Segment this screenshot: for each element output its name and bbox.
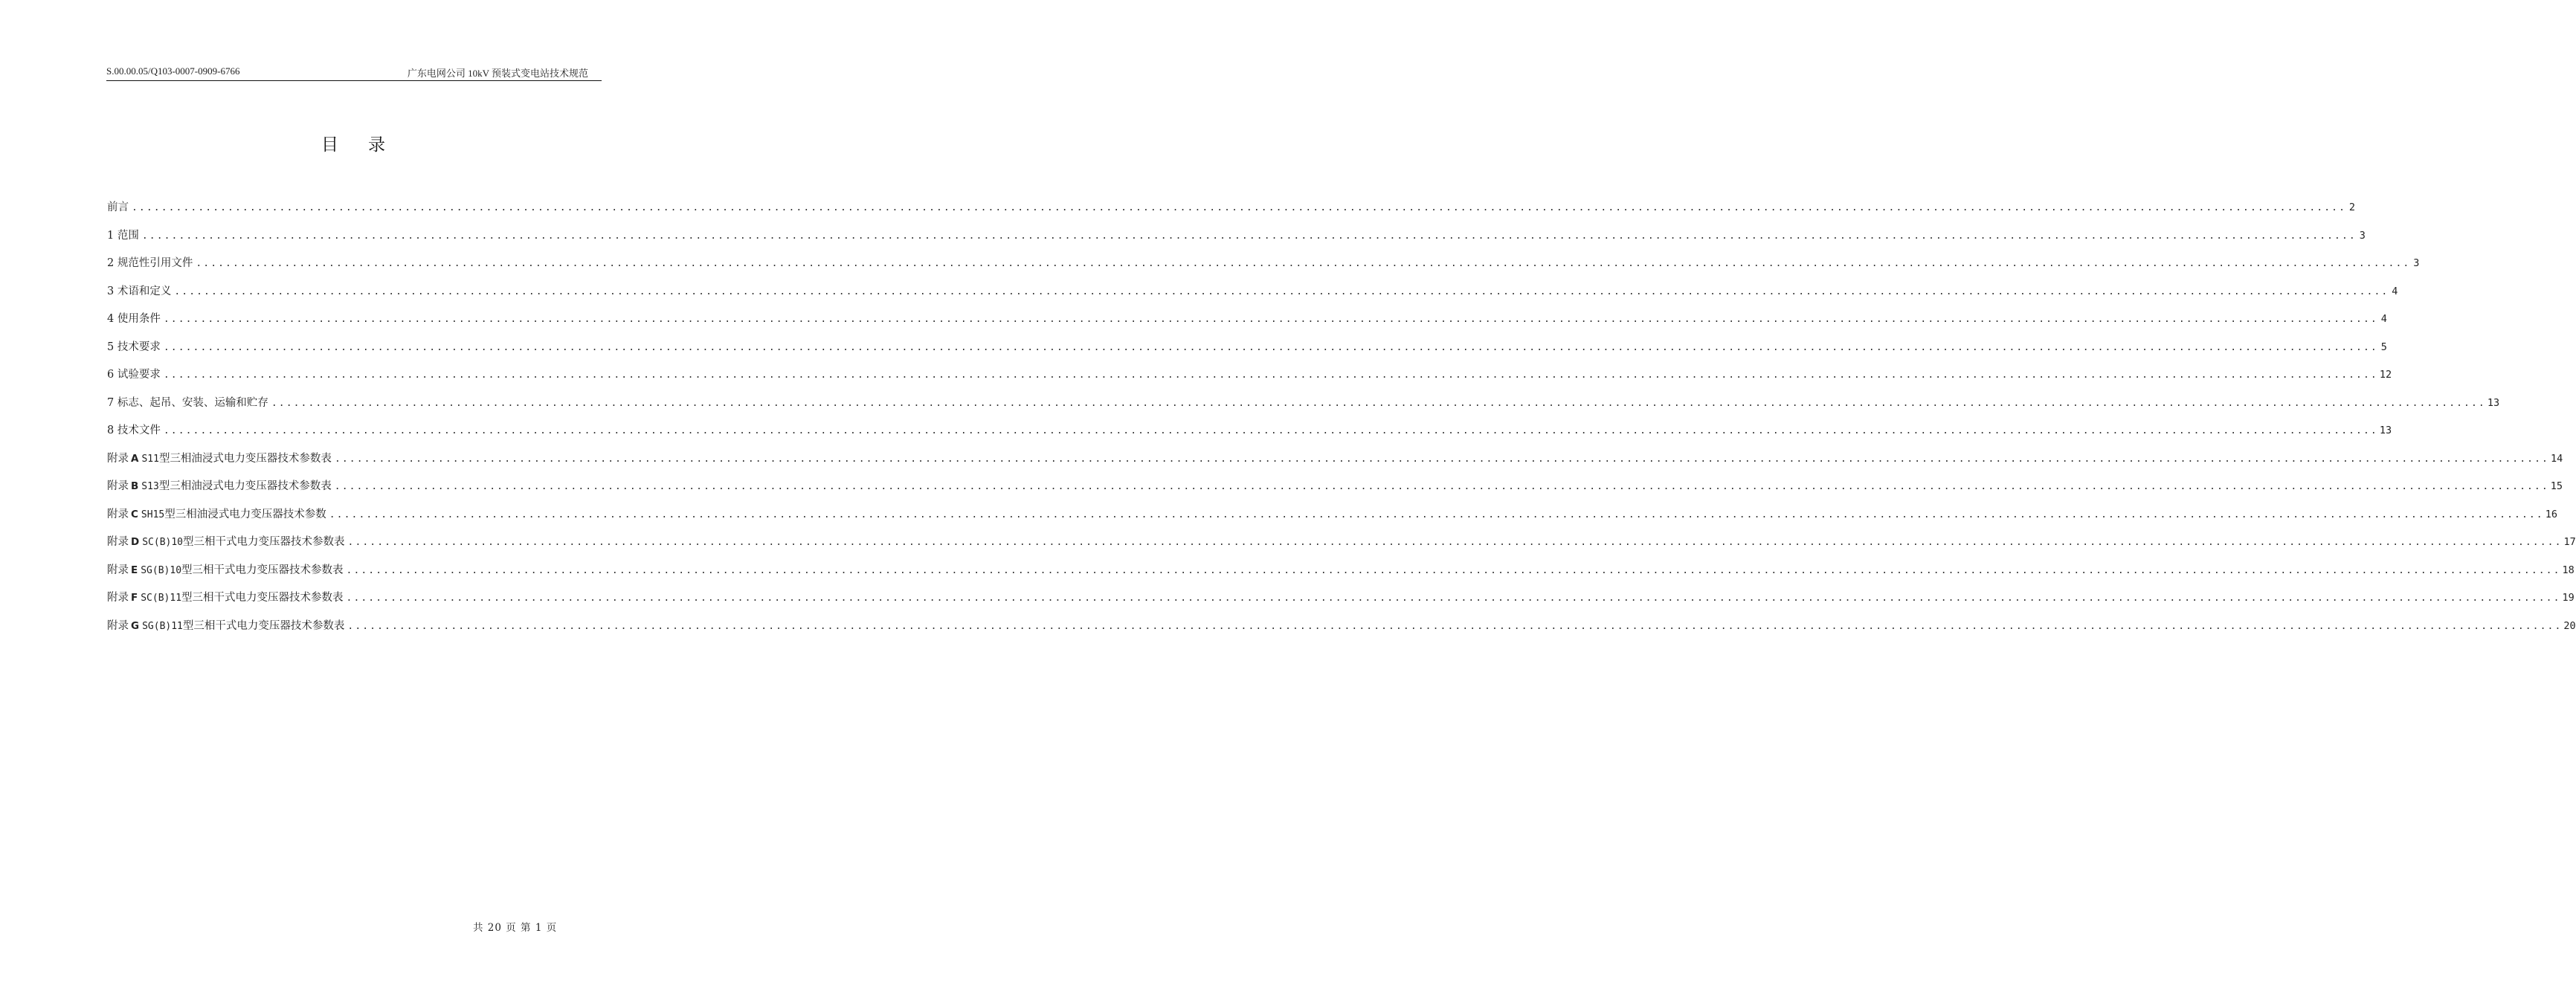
toc-entry[interactable] bbox=[107, 477, 2563, 505]
toc-entry-label: 2 规范性引用文件 bbox=[107, 257, 193, 269]
page-header bbox=[106, 64, 602, 81]
toc-entry-page-number: 16 bbox=[2545, 508, 2557, 520]
toc-entry-page-number: 5 bbox=[2380, 341, 2387, 353]
toc-entry[interactable] bbox=[107, 421, 2392, 449]
toc-entry-page-number: 4 bbox=[2380, 313, 2387, 325]
toc-entry[interactable] bbox=[107, 365, 2392, 393]
dot-leader: ............................................................................................................................................................................................................................................................................................................ bbox=[334, 481, 2549, 492]
toc-entry-label bbox=[107, 532, 345, 552]
appendix-title: 型三相干式电力变压器技术参数表 bbox=[181, 564, 344, 576]
appendix-prefix: 附录 bbox=[107, 536, 129, 548]
transformer-model: SG(B)11 bbox=[142, 620, 183, 632]
toc-entry-label: 3 术语和定义 bbox=[107, 285, 172, 297]
toc-entry-label: 7 标志、起吊、安装、运输和贮存 bbox=[107, 396, 268, 409]
dot-leader: ............................................................................................................................................................................................................................................................................................................ bbox=[347, 620, 2563, 632]
toc-entry-label: 5 技术要求 bbox=[107, 341, 161, 353]
page-footer: 共 20 页 第 1 页 bbox=[473, 922, 558, 934]
appendix-title: 型三相干式电力变压器技术参数表 bbox=[183, 536, 345, 548]
appendix-letter: E bbox=[131, 564, 138, 576]
toc-entry-label bbox=[107, 505, 326, 525]
toc-entry[interactable] bbox=[107, 393, 2500, 422]
toc-entry[interactable] bbox=[107, 338, 2387, 366]
toc-entry-label: 4 使用条件 bbox=[107, 313, 161, 325]
toc-entry-label: 前言 bbox=[107, 201, 129, 213]
toc-entry-label bbox=[107, 477, 332, 497]
dot-leader: ............................................................................................................................................................................................................................................................................................................ bbox=[132, 202, 2346, 213]
toc-entry-page-number: 17 bbox=[2563, 536, 2576, 548]
transformer-model: SC(B)11 bbox=[141, 593, 182, 604]
toc-entry-label bbox=[107, 561, 344, 581]
toc-entry[interactable] bbox=[107, 616, 2576, 645]
transformer-model: S11 bbox=[141, 453, 159, 465]
toc-entry[interactable] bbox=[107, 282, 2398, 310]
toc-entry[interactable] bbox=[107, 449, 2563, 477]
dot-leader: ............................................................................................................................................................................................................................................................................................................ bbox=[163, 425, 2378, 436]
toc-entry-page-number: 13 bbox=[2379, 425, 2392, 436]
appendix-prefix: 附录 bbox=[107, 592, 129, 604]
toc-entry-label: 6 试验要求 bbox=[107, 369, 161, 381]
toc-entry[interactable] bbox=[107, 532, 2576, 561]
document-title: 广东电网公司 10kV 预装式变电站技术规范 bbox=[407, 68, 588, 79]
appendix-letter: C bbox=[131, 508, 138, 520]
dot-leader: ............................................................................................................................................................................................................................................................................................................ bbox=[346, 593, 2561, 604]
toc-entry-label bbox=[107, 449, 332, 469]
dot-leader: ............................................................................................................................................................................................................................................................................................................ bbox=[163, 314, 2378, 325]
transformer-model: SC(B)10 bbox=[142, 537, 184, 548]
appendix-title: 型三相油浸式电力变压器技术参数 bbox=[164, 508, 326, 520]
table-of-contents bbox=[107, 198, 2576, 644]
appendix-prefix: 附录 bbox=[107, 480, 129, 492]
dot-leader: ............................................................................................................................................................................................................................................................................................................ bbox=[196, 258, 2411, 269]
toc-entry-page-number: 19 bbox=[2562, 592, 2575, 604]
appendix-letter: D bbox=[131, 536, 140, 548]
transformer-model: SG(B)10 bbox=[141, 564, 182, 576]
toc-entry[interactable] bbox=[107, 254, 2420, 282]
toc-entry-page-number: 12 bbox=[2379, 369, 2392, 381]
appendix-title: 型三相干式电力变压器技术参数表 bbox=[182, 619, 345, 632]
dot-leader: ............................................................................................................................................................................................................................................................................................................ bbox=[163, 341, 2378, 353]
toc-entry-page-number: 20 bbox=[2563, 619, 2576, 632]
transformer-model: SH15 bbox=[141, 509, 165, 520]
toc-entry-page-number: 14 bbox=[2550, 452, 2563, 465]
appendix-letter: A bbox=[131, 452, 139, 465]
appendix-letter: F bbox=[131, 592, 138, 604]
appendix-title: 型三相干式电力变压器技术参数表 bbox=[181, 592, 344, 604]
toc-entry-label: 8 技术文件 bbox=[107, 425, 161, 436]
toc-entry-label bbox=[107, 588, 344, 608]
toc-title: 目录 bbox=[321, 135, 415, 155]
appendix-letter: B bbox=[131, 480, 139, 492]
toc-entry-page-number: 15 bbox=[2550, 480, 2563, 492]
toc-entry-page-number: 3 bbox=[2359, 229, 2366, 242]
toc-entry-label bbox=[107, 616, 344, 636]
toc-entry[interactable] bbox=[107, 226, 2366, 254]
toc-entry-page-number: 18 bbox=[2562, 564, 2575, 576]
dot-leader: ............................................................................................................................................................................................................................................................................................................ bbox=[271, 397, 2486, 409]
toc-entry-page-number: 3 bbox=[2413, 257, 2420, 269]
dot-leader: ............................................................................................................................................................................................................................................................................................................ bbox=[174, 286, 2389, 297]
appendix-prefix: 附录 bbox=[107, 452, 129, 465]
toc-entry-page-number: 13 bbox=[2487, 396, 2500, 409]
dot-leader: ............................................................................................................................................................................................................................................................................................................ bbox=[329, 509, 2544, 520]
toc-entry-page-number: 2 bbox=[2348, 201, 2355, 213]
dot-leader: ............................................................................................................................................................................................................................................................................................................ bbox=[346, 564, 2561, 576]
appendix-title: 型三相油浸式电力变压器技术参数表 bbox=[158, 452, 332, 465]
toc-entry[interactable] bbox=[107, 505, 2557, 533]
toc-entry[interactable] bbox=[107, 309, 2387, 338]
dot-leader: ............................................................................................................................................................................................................................................................................................................ bbox=[141, 230, 2357, 242]
transformer-model: S13 bbox=[141, 481, 159, 492]
appendix-prefix: 附录 bbox=[107, 564, 129, 576]
toc-entry-label: 1 范围 bbox=[107, 229, 139, 242]
appendix-title: 型三相油浸式电力变压器技术参数表 bbox=[158, 480, 332, 492]
toc-entry[interactable] bbox=[107, 561, 2575, 589]
toc-entry-page-number: 4 bbox=[2392, 285, 2398, 297]
dot-leader: ............................................................................................................................................................................................................................................................................................................ bbox=[347, 537, 2563, 548]
appendix-letter: G bbox=[131, 619, 140, 632]
appendix-prefix: 附录 bbox=[107, 508, 129, 520]
dot-leader: ............................................................................................................................................................................................................................................................................................................ bbox=[334, 453, 2549, 465]
toc-entry[interactable] bbox=[107, 198, 2355, 226]
document-code: S.00.00.05/Q103-0007-0909-6766 bbox=[106, 65, 240, 77]
toc-entry[interactable] bbox=[107, 588, 2575, 616]
appendix-prefix: 附录 bbox=[107, 619, 129, 632]
dot-leader: ............................................................................................................................................................................................................................................................................................................ bbox=[163, 370, 2378, 381]
